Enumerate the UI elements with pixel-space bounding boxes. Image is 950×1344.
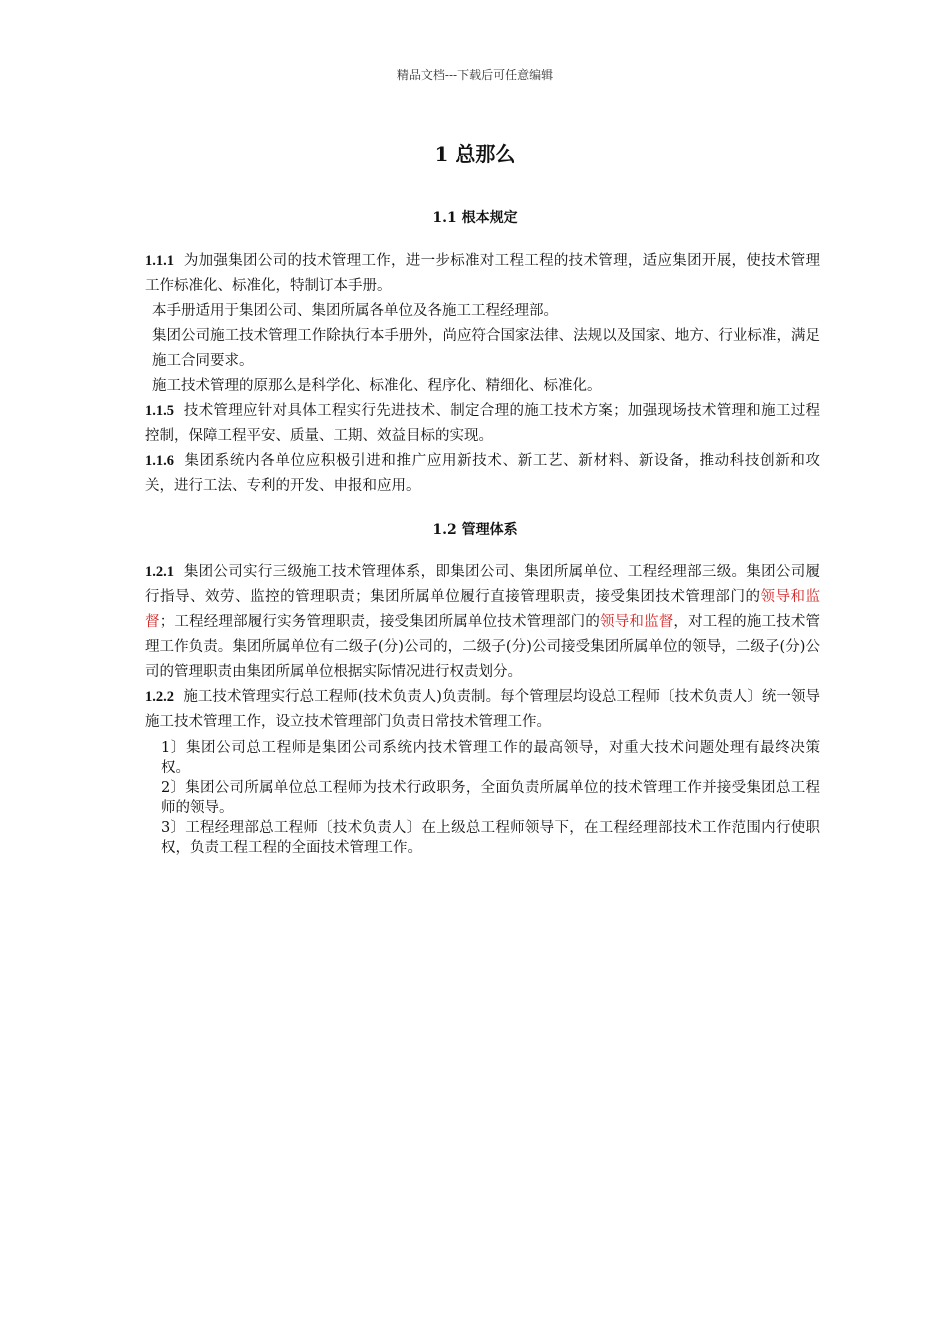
paragraph-1-1-5	[145, 399, 820, 449]
paragraph-text: ，对工程的施工技术管理工作负责。集团所属单位有二级子(分)公司的，二级子(分)公司接受集团所属单位的领导，二级子(分)公司的管理职责由集团所属单位根据实际情况进行权责划分。	[145, 614, 821, 680]
chapter-title: 1 总那么	[434, 142, 516, 166]
paragraph-text: 施工技术管理实行总工程师(技术负责人)负责制。每个管理层均设总工程师〔技术负责人〕统一领导施工技术管理工作，设立技术管理部门负责日常技术管理工作。	[145, 689, 821, 730]
clause-number: 1.1.5	[145, 403, 174, 419]
paragraph-scope: 本手册适用于集团公司、集团所属各单位及各施工工程经理部。	[152, 303, 558, 319]
paragraph-compliance: 集团公司施工技术管理工作除执行本手册外，尚应符合国家法律、法规以及国家、地方、行业标准，满足施工合同要求。	[152, 328, 820, 369]
paragraph-1-2-1	[145, 560, 820, 685]
section-heading-1-1: 1.1 根本规定	[432, 210, 518, 226]
paragraph-1-1-6	[145, 449, 820, 499]
section-body-1-2	[145, 560, 820, 858]
list-item: 1〕集团公司总工程师是集团公司系统内技术管理工作的最高领导，对重大技术问题处理有最终决策权。	[161, 740, 820, 776]
paragraph-text: ；工程经理部履行实务管理职责，接受集团所属单位技术管理部门的	[159, 614, 601, 630]
list-item: 3〕工程经理部总工程师〔技术负责人〕在上级总工程师领导下，在工程经理部技术工作范围内行使职权，负责工程工程的全面技术管理工作。	[161, 820, 820, 856]
list-item: 2〕集团公司所属单位总工程师为技术行政职务，全面负责所属单位的技术管理工作并接受集团总工程师的领导。	[161, 780, 820, 816]
clause-number: 1.2.1	[145, 564, 174, 580]
paragraph-1-1-1	[145, 249, 820, 299]
page-header: 精品文档---下载后可任意编辑	[396, 68, 554, 82]
section-body-1-1	[145, 249, 820, 499]
clause-number: 1.1.1	[145, 253, 174, 269]
paragraph-1-2-2	[145, 685, 820, 735]
paragraph-text: 集团公司实行三级施工技术管理体系，即集团公司、集团所属单位、工程经理部三级。集团公司履行指导、效劳、监控的管理职责；集团所属单位履行直接管理职责，接受集团技术管理部门的	[145, 564, 821, 605]
responsibility-list	[145, 738, 820, 858]
paragraph-text: 为加强集团公司的技术管理工作，进一步标准对工程工程的技术管理，适应集团开展，使技术管理工作标准化、标准化，特制订本手册。	[145, 253, 821, 294]
highlight-text: 领导和监督	[600, 614, 674, 630]
highlight-text: 领导和监督	[145, 589, 821, 630]
section-heading-1-2: 1.2 管理体系	[432, 522, 518, 538]
clause-number: 1.2.2	[145, 689, 174, 705]
paragraph-text: 技术管理应针对具体工程实行先进技术、制定合理的施工技术方案；加强现场技术管理和施工过程控制，保障工程平安、质量、工期、效益目标的实现。	[145, 403, 821, 444]
clause-number: 1.1.6	[145, 453, 174, 469]
paragraph-text: 集团系统内各单位应积极引进和推广应用新技术、新工艺、新材料、新设备，推动科技创新和攻关，进行工法、专利的开发、申报和应用。	[145, 453, 821, 494]
paragraph-principles: 施工技术管理的原那么是科学化、标准化、程序化、精细化、标准化。	[152, 378, 602, 394]
